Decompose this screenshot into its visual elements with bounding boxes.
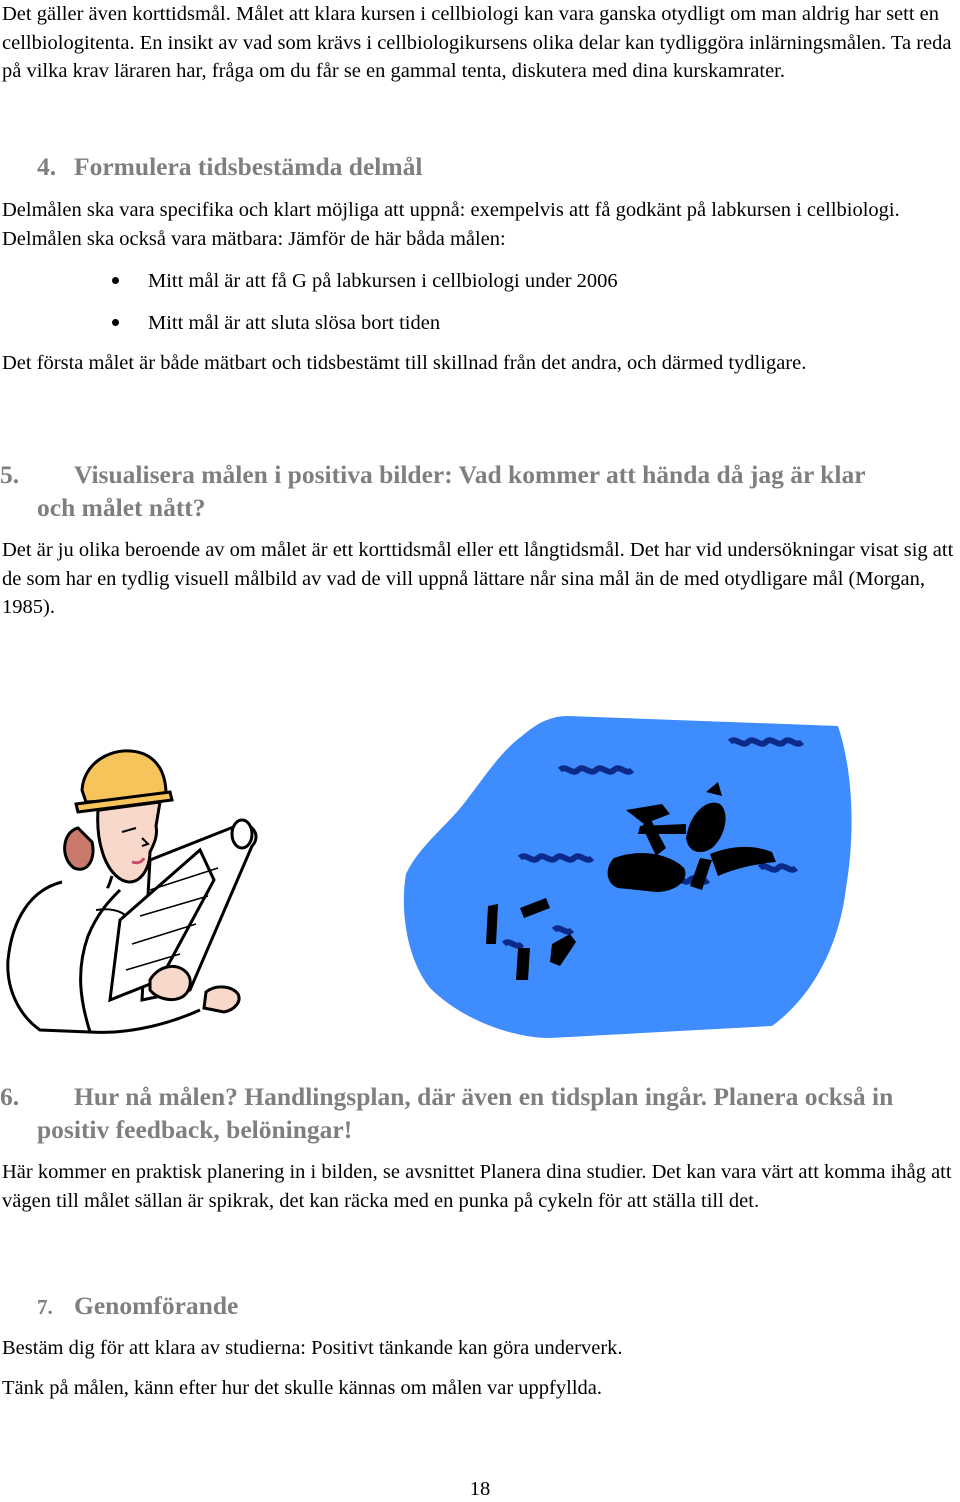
list-item (0, 267, 960, 309)
heading-6-text: Hur nå målen? Handlingsplan, där även en tidsplan ingår. Planera också in positiv feedback, belöningar! (37, 1082, 894, 1144)
bullet-text: Mitt mål är att sluta slösa bort tiden (148, 312, 441, 334)
heading-7 (37, 1289, 937, 1324)
heading-5-text: Visualisera målen i positiva bilder: Vad kommer att hända då jag är klar och målet nått? (37, 460, 866, 522)
section-5-paragraph: Det är ju olika beroende av om målet är ett korttidsmål eller ett långtidsmål. Det har vid undersökningar visat sig att de som har en tydlig visuell målbild av vad de vill uppnå lättare når sina mål än de med otydligare mål (Morgan, 1985). (2, 539, 954, 618)
section-4-followup-paragraph: Det första målet är både mätbart och tidsbestämt till skillnad från det andra, och därmed tydligare. (2, 352, 807, 374)
heading-6 (0, 1080, 907, 1146)
swimmer-in-blue-water-clipart (400, 708, 860, 1048)
heading-5 (0, 458, 907, 524)
engineer-with-blueprints-clipart (0, 740, 280, 1040)
page-number: 18 (469, 1478, 491, 1500)
heading-4 (37, 150, 937, 183)
goal-bullet-list (0, 267, 960, 351)
heading-5-number: 5. (0, 460, 20, 489)
bullet-icon (112, 319, 119, 326)
list-item (0, 309, 960, 351)
heading-7-number: 7. (37, 1295, 53, 1319)
intro-paragraph: Det gäller även korttidsmål. Målet att klara kursen i cellbiologi kan vara ganska otydligt om man aldrig har sett en cellbiologitenta. En insikt av vad som krävs i cellbiologikursens olika delar kan tydliggöra inlärningsmålen. Ta reda på vilka krav läraren har, fråga om du får se en gammal tenta, diskutera med dina kurskamrater. (2, 3, 952, 82)
section-7-line-2: Tänk på målen, känn efter hur det skulle kännas om målen var uppfyllda. (2, 1377, 602, 1399)
section-4-paragraph: Delmålen ska vara specifika och klart möjliga att uppnå: exempelvis att få godkänt på labkursen i cellbiologi. Delmålen ska också vara mätbara: Jämför de här båda målen: (2, 199, 900, 250)
section-7-line-1: Bestäm dig för att klara av studierna: Positivt tänkande kan göra underverk. (2, 1337, 623, 1359)
bullet-text: Mitt mål är att få G på labkursen i cellbiologi under 2006 (148, 270, 618, 292)
bullet-icon (112, 277, 119, 284)
heading-4-number: 4. (37, 152, 57, 181)
heading-6-number: 6. (0, 1082, 20, 1111)
heading-4-text: Formulera tidsbestämda delmål (74, 152, 423, 181)
section-6-paragraph: Här kommer en praktisk planering in i bilden, se avsnittet Planera dina studier. Det kan vara värt att komma ihåg att vägen till målet sällan är spikrak, det kan räcka med en punka på cykeln för att ställa till det. (2, 1161, 952, 1212)
heading-7-text: Genomförande (74, 1291, 239, 1320)
